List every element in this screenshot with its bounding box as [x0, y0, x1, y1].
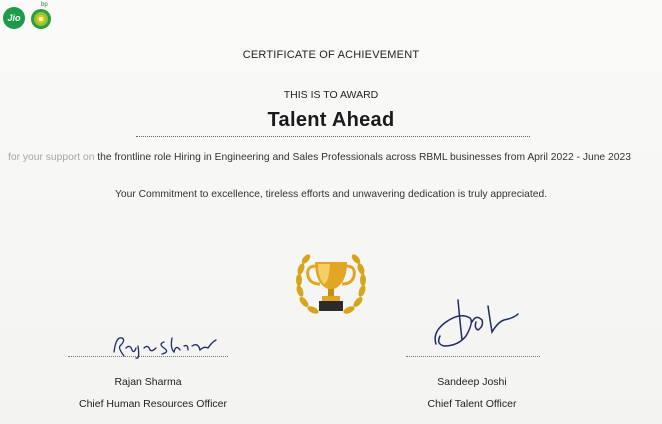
signatory-title: Chief Human Resources Officer [78, 398, 228, 410]
award-reason-prefix: for your support on [8, 152, 95, 163]
trophy-laurel-icon [294, 244, 368, 322]
award-reason [8, 152, 631, 163]
recipient-name: Talent Ahead [267, 109, 395, 131]
bp-helios-logo [29, 2, 53, 30]
signature-sandeep-joshi [428, 292, 522, 354]
certificate-title: CERTIFICATE OF ACHIEVEMENT [242, 49, 420, 61]
signature-line-left [68, 356, 228, 357]
signature-line-right [406, 356, 540, 357]
signatory-name: Sandeep Joshi [437, 376, 507, 388]
signatory-title: Chief Talent Officer [427, 398, 517, 410]
appreciation-text: Your Commitment to excellence, tireless efforts and unwavering dedication is truly appreciated. [114, 189, 548, 200]
bp-text: bp [41, 2, 48, 8]
jio-logo: Jio [3, 7, 25, 29]
recipient-underline [136, 136, 530, 137]
signatory-name: Rajan Sharma [114, 376, 182, 388]
award-reason-text: the frontline role Hiring in Engineering and Sales Professionals across RBML businesses from April 2022 - June 2023 [94, 152, 631, 163]
award-line: THIS IS TO AWARD [283, 89, 379, 101]
bp-helios-icon [29, 6, 53, 30]
logo-bar [3, 2, 53, 30]
